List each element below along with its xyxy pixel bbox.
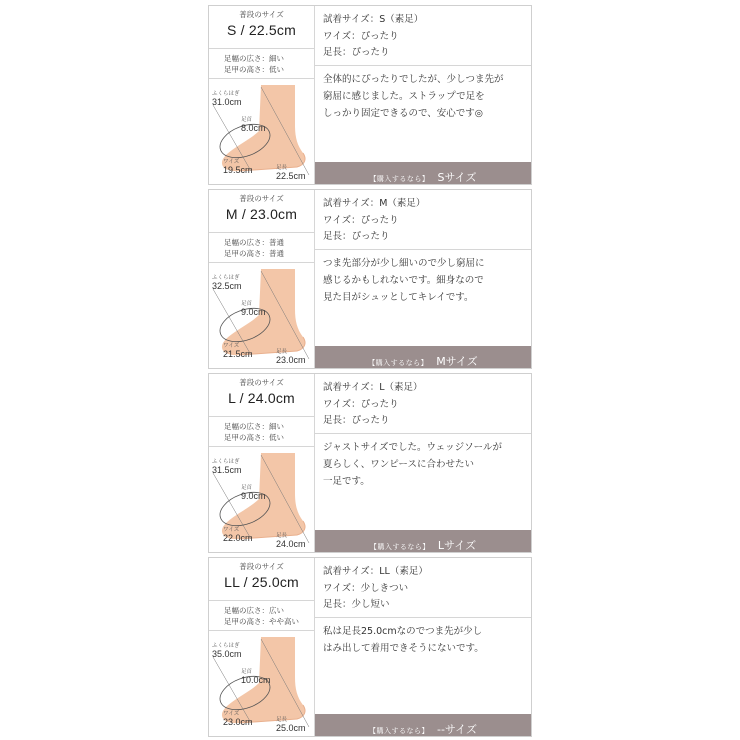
comment-line: 夏らしく、ワンピースに合わせたい <box>323 459 474 470</box>
wise-measure <box>223 159 253 175</box>
wise-measure <box>223 343 253 359</box>
wise-label: ワイズ <box>223 343 240 349</box>
foot-diagram <box>209 79 314 185</box>
ankle-label: 足首 <box>241 301 253 307</box>
comment-line: しっかり固定できるので、安心です◎ <box>323 108 484 119</box>
ankle-measure <box>241 485 266 501</box>
size-review-card <box>208 373 532 553</box>
recommended-size-bar <box>315 162 531 184</box>
foot-diagram <box>209 263 314 369</box>
customer-profile <box>209 374 315 552</box>
length-label: 足長 <box>276 349 288 355</box>
length-measure <box>276 533 306 549</box>
usual-size-box <box>209 558 314 601</box>
tried-size: 試着サイズ：M（素足） <box>323 198 426 209</box>
ankle-measure <box>241 301 266 317</box>
fit-info <box>315 558 531 618</box>
buy-size: --サイズ <box>436 723 478 736</box>
length-measure <box>276 165 306 181</box>
review-panel <box>315 6 531 184</box>
foot-width-attr: 足幅の広さ：細い <box>224 54 284 63</box>
buy-label: 【購入するなら】 <box>369 543 430 551</box>
calf-measure <box>212 459 242 475</box>
buy-size: Lサイズ <box>437 539 477 552</box>
review-panel <box>315 558 531 736</box>
tried-size: 試着サイズ：S（素足） <box>323 14 424 25</box>
buy-label: 【購入するなら】 <box>368 359 429 367</box>
comment-line: 窮屈に感じました。ストラップで足を <box>323 91 485 102</box>
usual-size-value: M / 23.0cm <box>225 206 298 222</box>
foot-width-attr: 足幅の広さ：広い <box>224 606 284 615</box>
wise-label: ワイズ <box>223 711 240 717</box>
calf-label: ふくらはぎ <box>212 643 240 649</box>
calf-value: 31.5cm <box>212 465 242 475</box>
ankle-value: 8.0cm <box>241 123 266 133</box>
fit-info <box>315 190 531 250</box>
ankle-measure <box>241 117 266 133</box>
customer-profile <box>209 558 315 736</box>
foot-width-attr: 足幅の広さ：細い <box>224 422 284 431</box>
review-comment <box>323 71 529 122</box>
calf-measure <box>212 275 242 291</box>
instep-height-attr: 足甲の高さ：やや高い <box>224 617 299 626</box>
fit-info <box>315 374 531 434</box>
foot-width-attr: 足幅の広さ：普通 <box>224 238 284 247</box>
length-fit: 足長：ぴったり <box>323 47 390 58</box>
calf-value: 32.5cm <box>212 281 242 291</box>
usual-size-value: LL / 25.0cm <box>224 574 299 590</box>
comment-line: つま先部分が少し細いので少し窮屈に <box>323 258 485 269</box>
calf-label: ふくらはぎ <box>212 91 240 97</box>
wise-fit: ワイズ：ぴったり <box>323 398 399 410</box>
instep-height-attr: 足甲の高さ：低い <box>224 65 284 74</box>
wise-value: 22.0cm <box>223 533 253 543</box>
wise-measure <box>223 527 253 543</box>
length-value: 23.0cm <box>276 355 306 365</box>
wise-label: ワイズ <box>223 527 240 533</box>
length-measure <box>276 349 306 365</box>
tried-size: 試着サイズ：LL（素足） <box>323 566 428 577</box>
usual-size-box <box>209 6 314 49</box>
calf-label: ふくらはぎ <box>212 459 240 465</box>
instep-height-attr: 足甲の高さ：普通 <box>224 249 284 258</box>
usual-size-label: 普段のサイズ <box>239 562 284 571</box>
usual-size-label: 普段のサイズ <box>239 378 284 387</box>
length-value: 24.0cm <box>276 539 306 549</box>
foot-attributes <box>209 49 314 79</box>
wise-fit: ワイズ：少しきつい <box>323 582 409 594</box>
length-value: 22.5cm <box>276 171 306 181</box>
wise-value: 23.0cm <box>223 717 253 727</box>
tried-size: 試着サイズ：L（素足） <box>323 382 423 393</box>
buy-size: Sサイズ <box>437 171 477 184</box>
comment-line: 感じるかもしれないです。細身なので <box>323 275 484 286</box>
length-label: 足長 <box>276 717 288 723</box>
calf-measure <box>212 643 242 659</box>
ankle-label: 足首 <box>241 485 253 491</box>
recommended-size-bar <box>315 530 531 552</box>
fit-info <box>315 6 531 66</box>
review-comment <box>323 255 529 306</box>
calf-label: ふくらはぎ <box>212 275 240 281</box>
wise-value: 19.5cm <box>223 165 253 175</box>
comment-line: 見た目がシュッとしてキレイです。 <box>323 292 474 303</box>
comment-line: ジャストサイズでした。ウェッジソールが <box>323 442 502 453</box>
buy-label: 【購入するなら】 <box>368 727 429 735</box>
customer-profile <box>209 190 315 368</box>
foot-attributes <box>209 233 314 263</box>
instep-height-attr: 足甲の高さ：低い <box>224 433 284 442</box>
usual-size-box <box>209 190 314 233</box>
length-fit: 足長：ぴったり <box>323 415 390 426</box>
size-review-card <box>208 189 532 369</box>
review-panel <box>315 374 531 552</box>
usual-size-box <box>209 374 314 417</box>
wise-fit: ワイズ：ぴったり <box>323 30 399 42</box>
wise-measure <box>223 711 253 727</box>
ankle-value: 9.0cm <box>241 307 266 317</box>
length-measure <box>276 717 306 733</box>
recommended-size-bar <box>315 714 531 736</box>
comment-line: 全体的にぴったりでしたが、少しつま先が <box>323 74 504 85</box>
ankle-value: 9.0cm <box>241 491 266 501</box>
review-comment <box>323 439 529 490</box>
size-review-card <box>208 5 532 185</box>
foot-attributes <box>209 417 314 447</box>
ankle-label: 足首 <box>241 117 253 123</box>
wise-label: ワイズ <box>223 159 240 165</box>
ankle-measure <box>241 669 271 685</box>
wise-fit: ワイズ：ぴったり <box>323 214 399 226</box>
length-fit: 足長：少し短い <box>323 599 390 610</box>
comment-line: はみ出して着用できそうにないです。 <box>323 643 484 654</box>
length-label: 足長 <box>276 533 288 539</box>
comment-line: 一足です。 <box>323 476 370 487</box>
usual-size-value: S / 22.5cm <box>227 22 296 38</box>
length-label: 足長 <box>276 165 288 171</box>
review-panel <box>315 190 531 368</box>
usual-size-value: L / 24.0cm <box>228 390 295 406</box>
length-fit: 足長：ぴったり <box>323 231 390 242</box>
foot-attributes <box>209 601 314 631</box>
usual-size-label: 普段のサイズ <box>239 10 284 19</box>
calf-value: 35.0cm <box>212 649 242 659</box>
foot-diagram <box>209 447 314 553</box>
ankle-label: 足首 <box>241 669 253 675</box>
length-value: 25.0cm <box>276 723 306 733</box>
calf-value: 31.0cm <box>212 97 242 107</box>
comment-line: 私は足長25.0cmなのでつま先が少し <box>323 626 483 637</box>
usual-size-label: 普段のサイズ <box>239 194 284 203</box>
foot-diagram <box>209 631 314 737</box>
ankle-value: 10.0cm <box>241 675 271 685</box>
buy-label: 【購入するなら】 <box>369 175 430 183</box>
customer-profile <box>209 6 315 184</box>
wise-value: 21.5cm <box>223 349 253 359</box>
recommended-size-bar <box>315 346 531 368</box>
review-comment <box>323 623 529 657</box>
buy-size: Mサイズ <box>436 355 478 368</box>
size-review-card <box>208 557 532 737</box>
calf-measure <box>212 91 242 107</box>
